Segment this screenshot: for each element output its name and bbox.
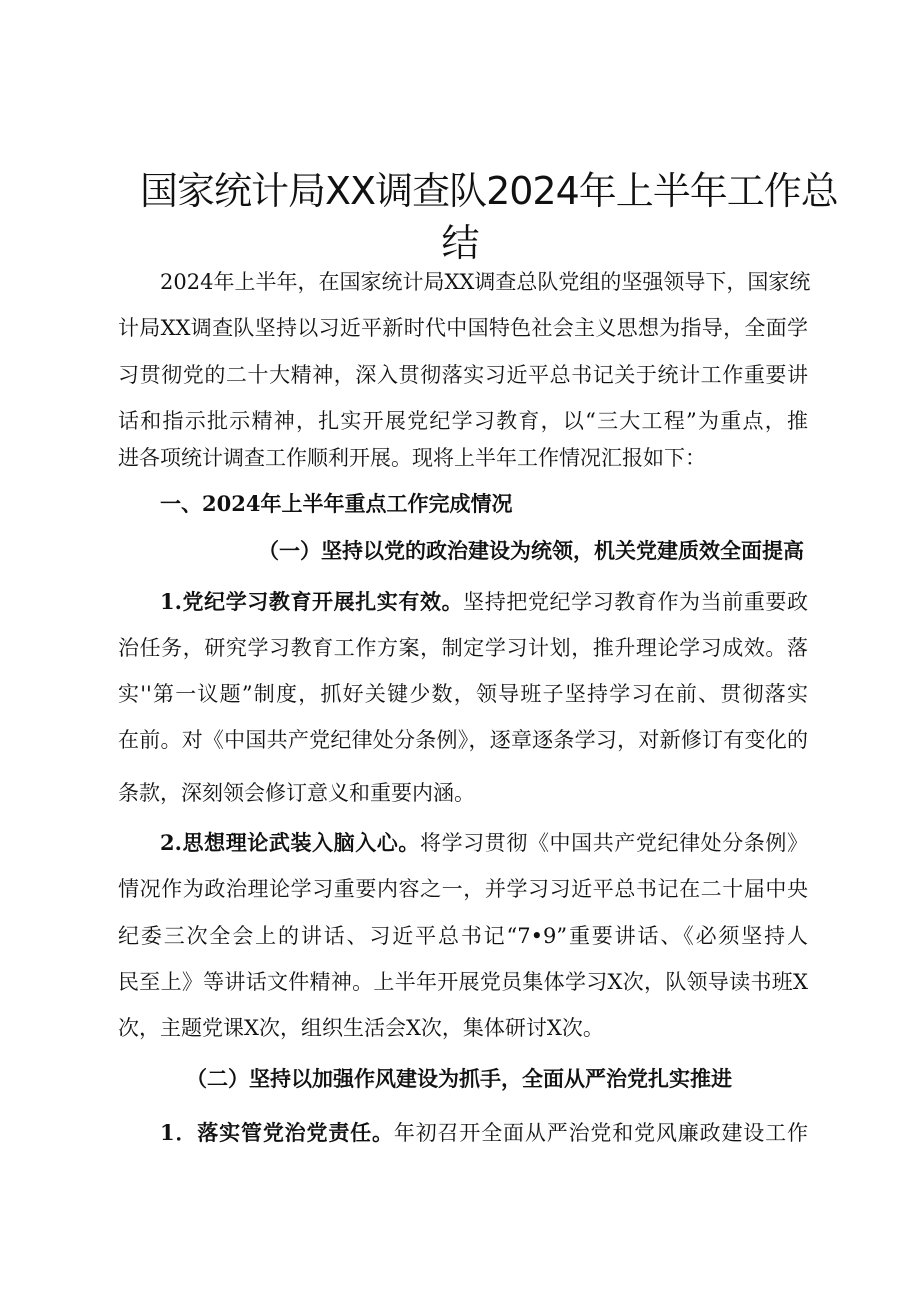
item-2-line-3: 纪委三次全会上的讲话、习近平总书记“7•9”重要讲话、《必须坚持人 [118,924,808,948]
subsection-1-heading: （一）坚持以党的政治建设为统领，机关党建质效全面提高 [258,538,804,563]
item-2-first-text: 将学习贯彻《中国共产党纪律处分条例》 [420,831,809,855]
subsection-2-heading: （二）坚持以加强作风建设为抓手，全面从严治党扎实推进 [186,1066,732,1091]
item-2-line-2: 情况作为政治理论学习重要内容之一，并学习习近平总书记在二十届中央 [118,877,808,901]
item-1-line-4: 在前。对《中国共产党纪律处分条例》，逐章逐条学习，对新修订有变化的 [118,728,808,752]
item-1-line-1 [160,587,808,617]
item-1-line-2: 治任务，研究学习教育工作方案，制定学习计划，推升理论学习成效。落 [118,636,808,660]
item-2-line-4: 民至上》等讲话文件精神。上半年开展党员集体学习X次，队领导读书班X [118,970,808,994]
item-1-first-text: 坚持把党纪学习教育作为当前重要政 [463,590,809,614]
item-3-line-1 [160,1118,808,1148]
item-3-title: 1．落实管党治党责任。 [160,1120,394,1145]
intro-line-1: 2024年上半年，在国家统计局XX调查总队党组的坚强领导下，国家统 [160,270,811,294]
document-title-line-2: 结 [441,221,479,265]
item-2-title: 2.思想理论武装入脑入心。 [160,830,420,855]
item-1-title: 1.党纪学习教育开展扎实有效。 [160,589,464,614]
item-1-line-5: 条款，深刻领会修订意义和重要内涵。 [118,781,475,805]
intro-line-2: 计局XX调查队坚持以习近平新时代中国特色社会主义思想为指导，全面学 [118,316,808,340]
document-title-line-1: 国家统计局XX调查队2024年上半年工作总 [140,169,838,213]
section-1-heading: 一、2024年上半年重点工作完成情况 [160,491,513,516]
item-2-line-1 [160,828,808,858]
item-1-line-3: 实''第一议题”制度，抓好关键少数，领导班子坚持学习在前、贯彻落实 [118,682,808,706]
intro-line-5: 进各项统计调查工作顺利开展。现将上半年工作情况汇报如下： [118,446,706,470]
item-2-line-5: 次，主题党课X次，组织生活会X次，集体研讨X次。 [118,1016,604,1040]
intro-line-3: 习贯彻党的二十大精神，深入贯彻落实习近平总书记关于统计工作重要讲 [118,363,808,387]
intro-line-4: 话和指示批示精神，扎实开展党纪学习教育，以“三大工程”为重点，推 [118,409,808,433]
item-3-first-text: 年初召开全面从严治党和党风廉政建设工作 [393,1121,808,1145]
